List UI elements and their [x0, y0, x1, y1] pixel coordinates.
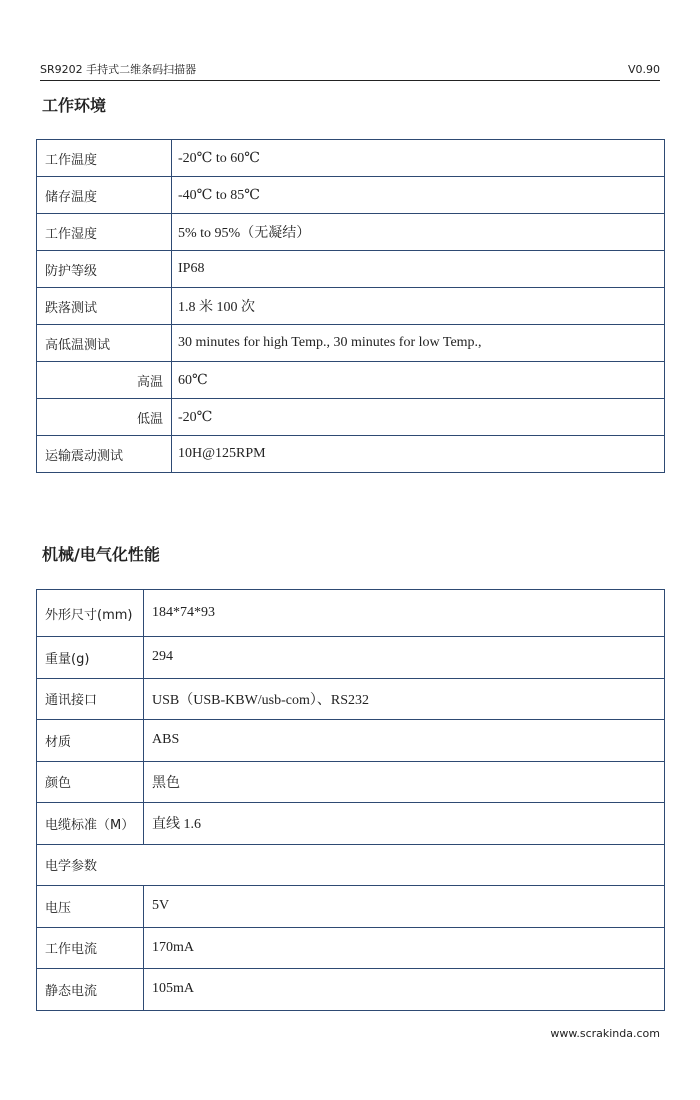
table-row: [37, 590, 665, 637]
row-value: 294: [144, 637, 665, 679]
row-label: 储存温度: [37, 177, 172, 214]
mechanical-electrical-table: [36, 589, 665, 1011]
table-row: [37, 803, 665, 845]
row-label: 电缆标准（M）: [37, 803, 144, 845]
row-value: ABS: [144, 720, 665, 762]
row-value: 5V: [144, 886, 665, 928]
row-value: USB（USB-KBW/usb-com）、RS232: [144, 678, 665, 720]
row-value: 30 minutes for high Temp., 30 minutes for low Temp.,: [172, 325, 665, 362]
row-value: 170mA: [144, 927, 665, 969]
table-row: [37, 886, 665, 928]
row-value: 60℃: [172, 362, 665, 399]
row-value: IP68: [172, 251, 665, 288]
table-row: [37, 399, 665, 436]
row-label: 工作电流: [37, 927, 144, 969]
table-row: [37, 637, 665, 679]
row-label: 通讯接口: [37, 678, 144, 720]
row-value: -40℃ to 85℃: [172, 177, 665, 214]
row-value: -20℃: [172, 399, 665, 436]
table-row: [37, 177, 665, 214]
document-title: SR9202 手持式二维条码扫描器: [40, 63, 197, 76]
row-label: 材质: [37, 720, 144, 762]
document-version: V0.90: [627, 63, 660, 76]
environment-table: [36, 139, 665, 473]
footer-website[interactable]: www.scrakinda.com: [550, 1027, 660, 1040]
table-row: [37, 325, 665, 362]
row-value: 10H@125RPM: [172, 436, 665, 473]
table-row: [37, 214, 665, 251]
row-sublabel: 低温: [37, 399, 172, 436]
table-row: [37, 436, 665, 473]
page-header: [40, 62, 660, 81]
row-label: 运输震动测试: [37, 436, 172, 473]
table-row: [37, 288, 665, 325]
section-subheading: 电学参数: [37, 844, 665, 886]
row-value: 105mA: [144, 969, 665, 1011]
table-row: [37, 969, 665, 1011]
row-label: 高低温测试: [37, 325, 172, 362]
row-value: 直线 1.6: [144, 803, 665, 845]
table-row: [37, 251, 665, 288]
table-row: [37, 678, 665, 720]
row-value: 5% to 95%（无凝结）: [172, 214, 665, 251]
row-label: 电压: [37, 886, 144, 928]
row-label: 工作湿度: [37, 214, 172, 251]
table-row: [37, 927, 665, 969]
row-value: 184*74*93: [144, 590, 665, 637]
table-row: [37, 362, 665, 399]
row-label: 外形尺寸(mm): [37, 590, 144, 637]
row-label: 防护等级: [37, 251, 172, 288]
table-row: [37, 140, 665, 177]
row-label: 工作温度: [37, 140, 172, 177]
row-value: 1.8 米 100 次: [172, 288, 665, 325]
row-label: 颜色: [37, 761, 144, 803]
row-value: 黑色: [144, 761, 665, 803]
row-value: -20℃ to 60℃: [172, 140, 665, 177]
table-row: [37, 761, 665, 803]
row-label: 重量(g): [37, 637, 144, 679]
table-row: [37, 720, 665, 762]
section-title-environment: 工作环境: [42, 96, 107, 115]
row-label: 静态电流: [37, 969, 144, 1011]
section-title-mechanical: 机械/电气化性能: [42, 545, 160, 564]
table-row: [37, 844, 665, 886]
row-label: 跌落测试: [37, 288, 172, 325]
row-sublabel: 高温: [37, 362, 172, 399]
